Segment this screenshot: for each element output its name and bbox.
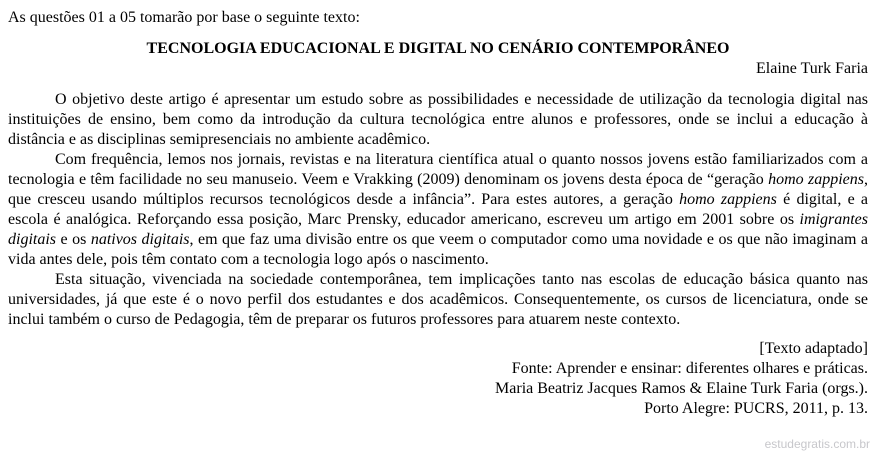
text-run: , em que faz uma divisão entre os que veem o computador como uma novidade e os que não imaginam a vida antes dele, pois têm contato com a tecnologia logo após o nascimento.	[8, 231, 868, 268]
article-body	[8, 90, 868, 330]
intro-line: As questões 01 a 05 tomarão por base o seguinte texto:	[8, 9, 360, 26]
credit-line: Porto Alegre: PUCRS, 2011, p. 13.	[644, 400, 868, 417]
article-title: TECNOLOGIA EDUCACIONAL E DIGITAL NO CENÁRIO CONTEMPORÂNEO	[146, 40, 730, 57]
italic-run: homo zappiens	[679, 191, 777, 208]
paragraph	[8, 270, 868, 330]
italic-run: homo zappiens	[768, 171, 864, 188]
text-run: O objetivo deste artigo é apresentar um estudo sobre as possibilidades e necessidade de utilização da tecnologia digital nas instituições de ensino, bem como da introdução da cultura tecnológica entre alunos e professores, onde se inclui a educação à distância e as disciplinas semipresenciais no ambiente acadêmico.	[8, 91, 868, 148]
italic-run: nativos digitais	[90, 231, 190, 248]
watermark: estudegratis.com.br	[764, 437, 870, 451]
text-run: é digital, e a escola é analógica. Reforçando essa posição, Marc Prensky, educador americano, escreveu um artigo em 2001 sobre os	[8, 191, 869, 228]
credit-line: Maria Beatriz Jacques Ramos & Elaine Turk Faria (orgs.).	[495, 380, 868, 397]
credit-line: [Texto adaptado]	[759, 340, 868, 357]
article-author: Elaine Turk Faria	[756, 60, 868, 77]
text-run: Esta situação, vivenciada na sociedade contemporânea, tem implicações tanto nas escolas de educação básica quanto nas universidades, já que este é o novo perfil dos estudantes e dos acadêmicos. Consequentemente, os cursos de licenciatura, onde se inclui também o curso de Pedagogia, têm de preparar os futuros professores para atuarem neste contexto.	[8, 271, 868, 328]
paragraph	[8, 90, 868, 150]
text-run: Com frequência, lemos nos jornais, revistas e na literatura científica atual o quanto nossos jovens estão familiarizados com a tecnologia e têm facilidade no seu manuseio. Veem e Vrakking (2009) denominam os jovens desta época de “geração	[8, 151, 868, 188]
source-credits	[8, 339, 868, 419]
credit-line: Fonte: Aprender e ensinar: diferentes olhares e práticas.	[511, 360, 868, 377]
text-run: , que cresceu usando múltiplos recursos tecnológicos desde a infância”. Para estes autores, a geração	[8, 171, 868, 208]
italic-run: imigrantes digitais	[8, 211, 868, 248]
text-run: e os	[56, 231, 91, 248]
paragraph	[8, 150, 868, 270]
